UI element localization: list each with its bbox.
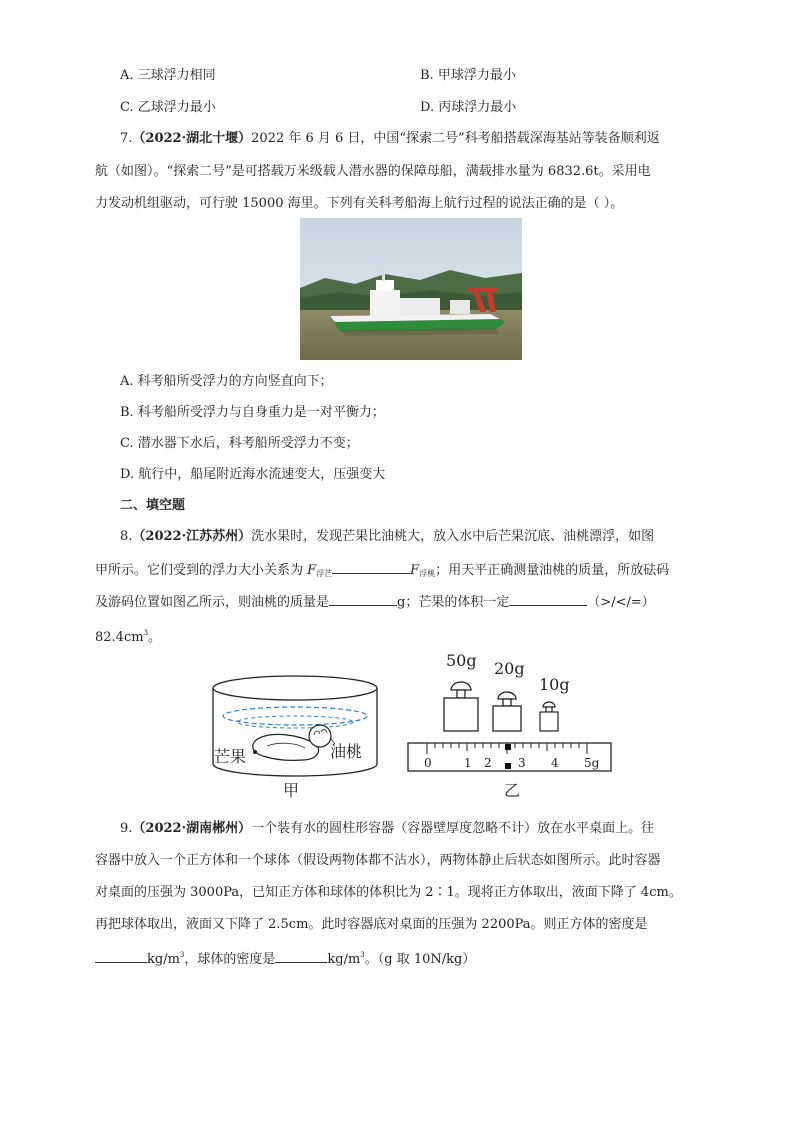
q8-sup: 3	[143, 629, 149, 637]
q7-option-a: A. 科考船所受浮力的方向竖直向下；	[120, 374, 333, 389]
ruler-tick-0: 0	[424, 756, 432, 770]
weight-label-10g: 10g	[539, 675, 570, 694]
mango-label: 芒果	[214, 747, 247, 766]
q7-line3: 力发动机组驱动，可行驶 15000 海里。下列有关科考船海上航行过程的说法正确的是（ ）。	[95, 196, 624, 211]
q7-line2: 航（如图）。“探索二号”是可搭载万米级载人潜水器的保障母船，满载排水量为 6832.6t。采用电	[95, 164, 651, 179]
force-sub-peach: 浮桃	[419, 569, 436, 578]
q9-text5b: ，球体的密度是	[184, 952, 276, 967]
q8-text1: 洗水果时，发现芒果比油桃大，放入水中后芒果沉底、油桃漂浮，如图	[251, 529, 655, 544]
ruler-tick-4: 4	[551, 756, 559, 770]
q7-number: 7.	[120, 131, 133, 146]
q6-option-c: C. 乙球浮力最小	[120, 100, 216, 115]
q8-line2	[95, 560, 669, 583]
q9-line1	[120, 820, 654, 838]
q9-line5	[95, 946, 475, 969]
q9-line2: 容器中放入一个正方体和一个球体（假设两物体都不沾水），两物体静止后状态如图所示。此时容器	[95, 853, 661, 868]
ruler-tick-2: 2	[484, 756, 492, 770]
peach-label: 油桃	[330, 742, 363, 761]
q9-line3: 对桌面的压强为 3000Pa，已知正方体和球体的体积比为 2∶1。现将正方体取出，液面下降了 4cm。	[95, 885, 682, 900]
q7-option-c: C. 潜水器下水后，科考船所受浮力不变；	[120, 436, 359, 451]
q8-text3b: g；芒果的体积一定	[397, 595, 510, 610]
q8-line4	[95, 624, 161, 647]
q9-source: （2022·湖南郴州）	[132, 821, 252, 836]
research-ship-photo	[300, 218, 522, 360]
section-title: 二、填空题	[120, 498, 186, 513]
q9-unit1: kg/m	[147, 952, 180, 967]
weight-label-20g: 20g	[494, 659, 525, 678]
ruler-tick-3: 3	[518, 756, 526, 770]
q7-option-d: D. 航行中，船尾附近海水流速变大，压强变大	[120, 467, 386, 482]
force-sub-mango: 浮芒	[316, 569, 333, 578]
q7-line1	[120, 130, 660, 148]
blank-compare-force[interactable]	[332, 560, 410, 574]
ruler-tick-1: 1	[464, 756, 472, 770]
q8-text3c: （>/</=）	[587, 595, 655, 610]
blank-sphere-density[interactable]	[275, 949, 327, 963]
force-symbol-peach: F	[410, 563, 420, 578]
q7-source: （2022·湖北十堰）	[132, 131, 252, 146]
q9-text5d: 。（g 取 10N/kg）	[364, 952, 476, 967]
q9-text1: 一个装有水的圆柱形容器（容器壁厚度忽略不计）放在水平桌面上。往	[251, 821, 655, 836]
q8-text2a: 甲所示。它们受到的浮力大小关系为	[95, 563, 308, 578]
blank-cube-density[interactable]	[95, 949, 147, 963]
q8-text2b: ；用天平正确测量油桃的质量，所放砝码	[435, 563, 670, 578]
q9-sup1: 3	[179, 951, 185, 959]
q6-option-a: A. 三球浮力相同	[120, 68, 216, 83]
q9-number: 9.	[120, 821, 133, 836]
weight-label-50g: 50g	[446, 651, 477, 670]
q9-line4: 再把球体取出，液面又下降了 2.5cm。此时容器底对桌面的压强为 2200Pa。则正方体的密度是	[95, 917, 648, 932]
q8-source: （2022·江苏苏州）	[132, 529, 252, 544]
q7-text1: 2022 年 6 月 6 日，中国“探索二号”科考船搭载深海基站等装备顺利返	[251, 131, 660, 146]
q6-option-b: B. 甲球浮力最小	[420, 68, 516, 83]
q8-text4: 82.4cm	[95, 630, 144, 645]
blank-mango-volume[interactable]	[509, 592, 587, 606]
figure-label-jia: 甲	[283, 781, 300, 800]
figure-label-yi: 乙	[504, 781, 521, 800]
q7-option-b: B. 科考船所受浮力与自身重力是一对平衡力；	[120, 405, 385, 420]
q8-line3	[95, 592, 655, 612]
q8-text4-end: 。	[148, 630, 162, 645]
q8-number: 8.	[120, 529, 133, 544]
blank-peach-mass[interactable]	[329, 592, 397, 606]
q8-text3a: 及游码位置如图乙所示，则油桃的质量是	[95, 595, 330, 610]
q6-option-d: D. 丙球浮力最小	[420, 100, 517, 115]
figure-container-jia	[205, 672, 385, 792]
q9-unit2: kg/m	[327, 952, 361, 967]
ruler-tick-5g: 5g	[584, 756, 600, 770]
q9-sup2: 3	[360, 951, 365, 959]
force-symbol-mango: F	[307, 563, 317, 578]
q8-line1	[120, 528, 654, 546]
